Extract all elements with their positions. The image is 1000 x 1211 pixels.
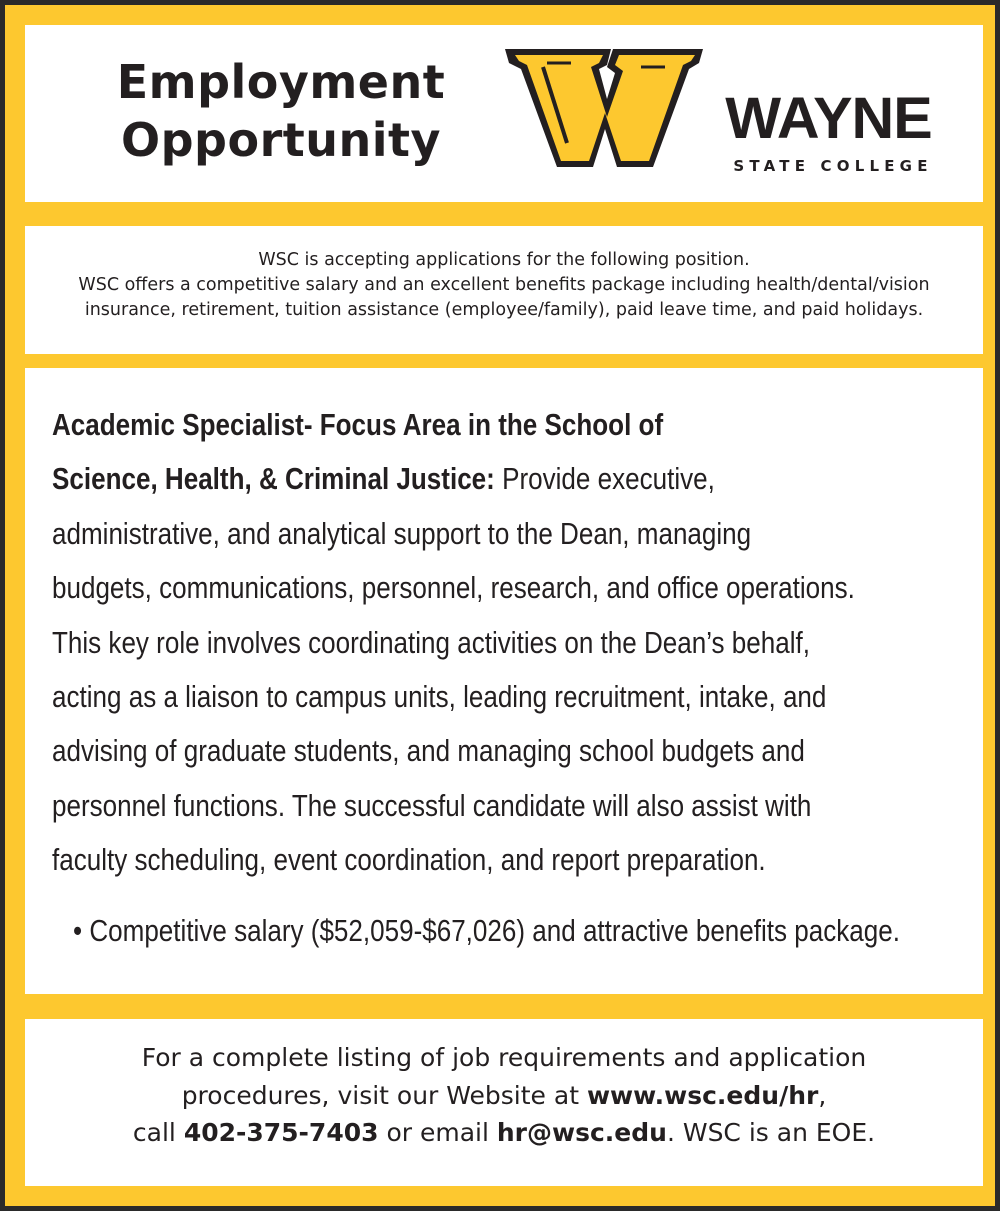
position-title-line-2-bold: Science, Health, & Criminal Justice: [52, 461, 495, 497]
intro-line-2: WSC offers a competitive salary and an excellent benefits package including health/dental/vision [78, 275, 930, 295]
title-line-1: Employment [116, 55, 446, 109]
intro-panel [25, 226, 983, 354]
desc-line: This key role involves coordinating activities on the Dean’s behalf, [52, 624, 810, 660]
position-panel [25, 368, 983, 994]
page-title [81, 53, 481, 169]
contact-line-1: For a complete listing of job requirements and application [141, 1043, 867, 1072]
intro-line-3: insurance, retirement, tuition assistance (employee/family), paid leave time, and paid holidays. [84, 300, 924, 320]
desc-line: administrative, and analytical support to the Dean, managing [52, 515, 752, 551]
w-mark-icon [503, 43, 708, 173]
email-link[interactable]: hr@wsc.edu [496, 1118, 667, 1147]
desc-line: acting as a liaison to campus units, leading recruitment, intake, and [52, 679, 827, 715]
contact-line-2-text: procedures, visit our Website at [181, 1080, 587, 1110]
eoe-text: . WSC is an EOE. [666, 1118, 876, 1147]
desc-line: faculty scheduling, event coordination, and report preparation. [52, 842, 766, 878]
contact-line-2-comma: , [818, 1080, 827, 1110]
desc-line: budgets, communications, personnel, research, and office operations. [52, 570, 855, 606]
website-link[interactable]: www.wsc.edu/hr [586, 1080, 819, 1110]
call-text: call [132, 1118, 184, 1147]
desc-line: personnel functions. The successful candidate will also assist with [52, 787, 812, 823]
salary-bullet: • Competitive salary ($52,059-$67,026) and attractive benefits package. [73, 913, 900, 948]
intro-line-1: WSC is accepting applications for the following position. [258, 250, 750, 270]
header-panel [25, 25, 983, 202]
position-title-line-1: Academic Specialist- Focus Area in the School of [52, 407, 664, 442]
wayne-state-college-logo [503, 43, 953, 173]
email-text: or email [378, 1118, 497, 1147]
logo-wordmark: WAYNE [725, 86, 932, 151]
desc-line: advising of graduate students, and managing school budgets and [52, 733, 805, 769]
contact-text [35, 1039, 973, 1152]
phone-number[interactable]: 402-375-7403 [183, 1118, 379, 1147]
position-description [52, 398, 989, 888]
contact-line-3 [35, 1114, 973, 1152]
position-title-line-2 [52, 452, 989, 506]
logo-subtitle: STATE COLLEGE [733, 157, 933, 175]
intro-text [35, 248, 973, 323]
contact-panel [25, 1019, 983, 1186]
contact-line-2 [35, 1077, 973, 1115]
desc-intro: Provide executive, [494, 461, 715, 497]
title-line-2: Opportunity [121, 113, 441, 167]
